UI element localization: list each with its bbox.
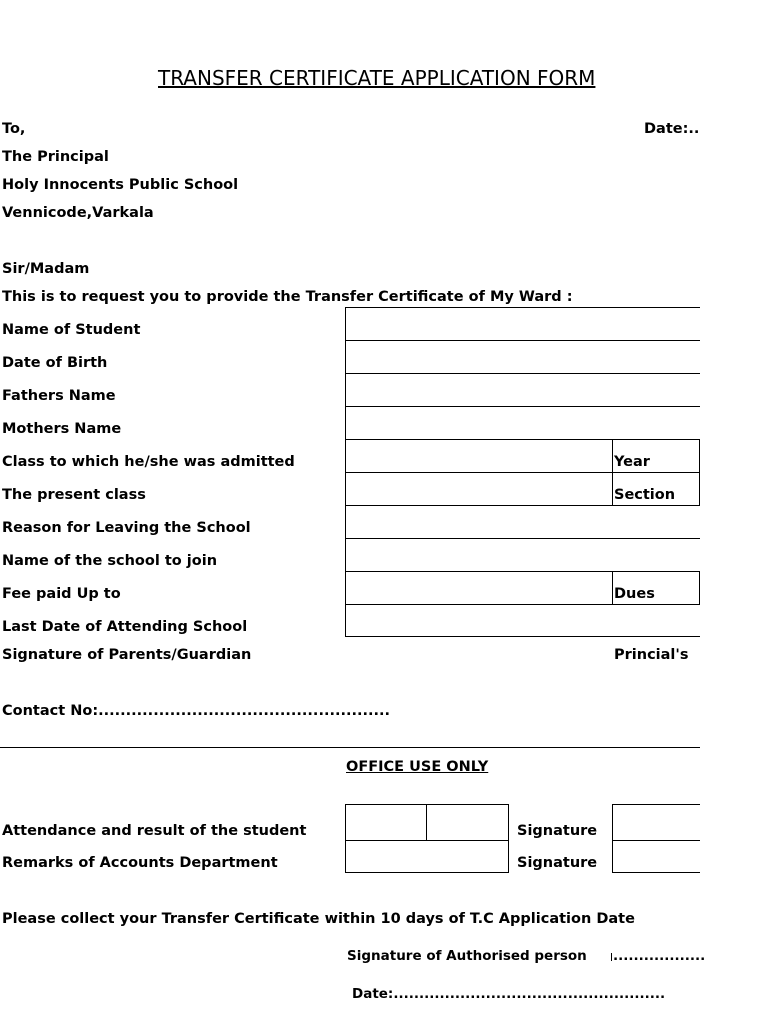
label-parent-signature: Signature of Parents/Guardian (2, 647, 252, 663)
field-admitted-class[interactable] (345, 439, 613, 473)
label-dues: Dues (614, 586, 655, 602)
principal-line: The Principal (2, 149, 109, 165)
field-student-name[interactable] (345, 307, 700, 341)
section-divider (0, 747, 700, 748)
label-new-school: Name of the school to join (2, 553, 218, 569)
field-present-class[interactable] (345, 472, 613, 506)
label-present-class: The present class (2, 487, 146, 503)
salutation: Sir/Madam (2, 261, 90, 277)
label-father: Fathers Name (2, 388, 116, 404)
label-signature-2: Signature (517, 855, 598, 871)
contact-line: Contact No:..................................................... (2, 703, 391, 719)
label-principal-signature: Princial's (614, 647, 689, 663)
field-father[interactable] (345, 373, 700, 407)
field-mother[interactable] (345, 406, 700, 440)
authorised-signature-line: .................. (613, 948, 706, 964)
label-student-name: Name of Student (2, 322, 141, 338)
label-section: Section (614, 487, 676, 503)
field-fee[interactable] (345, 571, 613, 605)
label-dob: Date of Birth (2, 355, 108, 371)
label-admitted-class: Class to which he/she was admitted (2, 454, 295, 470)
final-date-line: Date:..................................................... (352, 986, 666, 1002)
to-label: To, (2, 121, 26, 137)
field-new-school[interactable] (345, 538, 700, 572)
field-result[interactable] (426, 804, 509, 841)
office-use-heading: OFFICE USE ONLY (346, 759, 489, 775)
label-accounts: Remarks of Accounts Department (2, 855, 278, 871)
field-attendance[interactable] (345, 804, 427, 841)
field-signature-1[interactable] (612, 804, 700, 841)
label-last-date: Last Date of Attending School (2, 619, 248, 635)
label-signature-1: Signature (517, 823, 598, 839)
date-label: Date:.. (644, 121, 700, 137)
field-last-date[interactable] (345, 604, 700, 637)
collection-note: Please collect your Transfer Certificate within 10 days of T.C Application Date (2, 911, 635, 927)
label-reason: Reason for Leaving the School (2, 520, 251, 536)
authorised-divider (611, 953, 612, 961)
request-text: This is to request you to provide the Transfer Certificate of My Ward : (2, 289, 573, 305)
place-line: Vennicode,Varkala (2, 205, 154, 221)
label-attendance: Attendance and result of the student (2, 823, 307, 839)
field-dob[interactable] (345, 340, 700, 374)
label-mother: Mothers Name (2, 421, 122, 437)
field-reason[interactable] (345, 505, 700, 539)
field-signature-2[interactable] (612, 840, 700, 873)
authorised-signature-label: Signature of Authorised person (347, 948, 587, 964)
label-year: Year (614, 454, 650, 470)
field-accounts[interactable] (345, 840, 509, 873)
school-line: Holy Innocents Public School (2, 177, 239, 193)
form-title: TRANSFER CERTIFICATE APPLICATION FORM (158, 66, 596, 90)
label-fee: Fee paid Up to (2, 586, 121, 602)
